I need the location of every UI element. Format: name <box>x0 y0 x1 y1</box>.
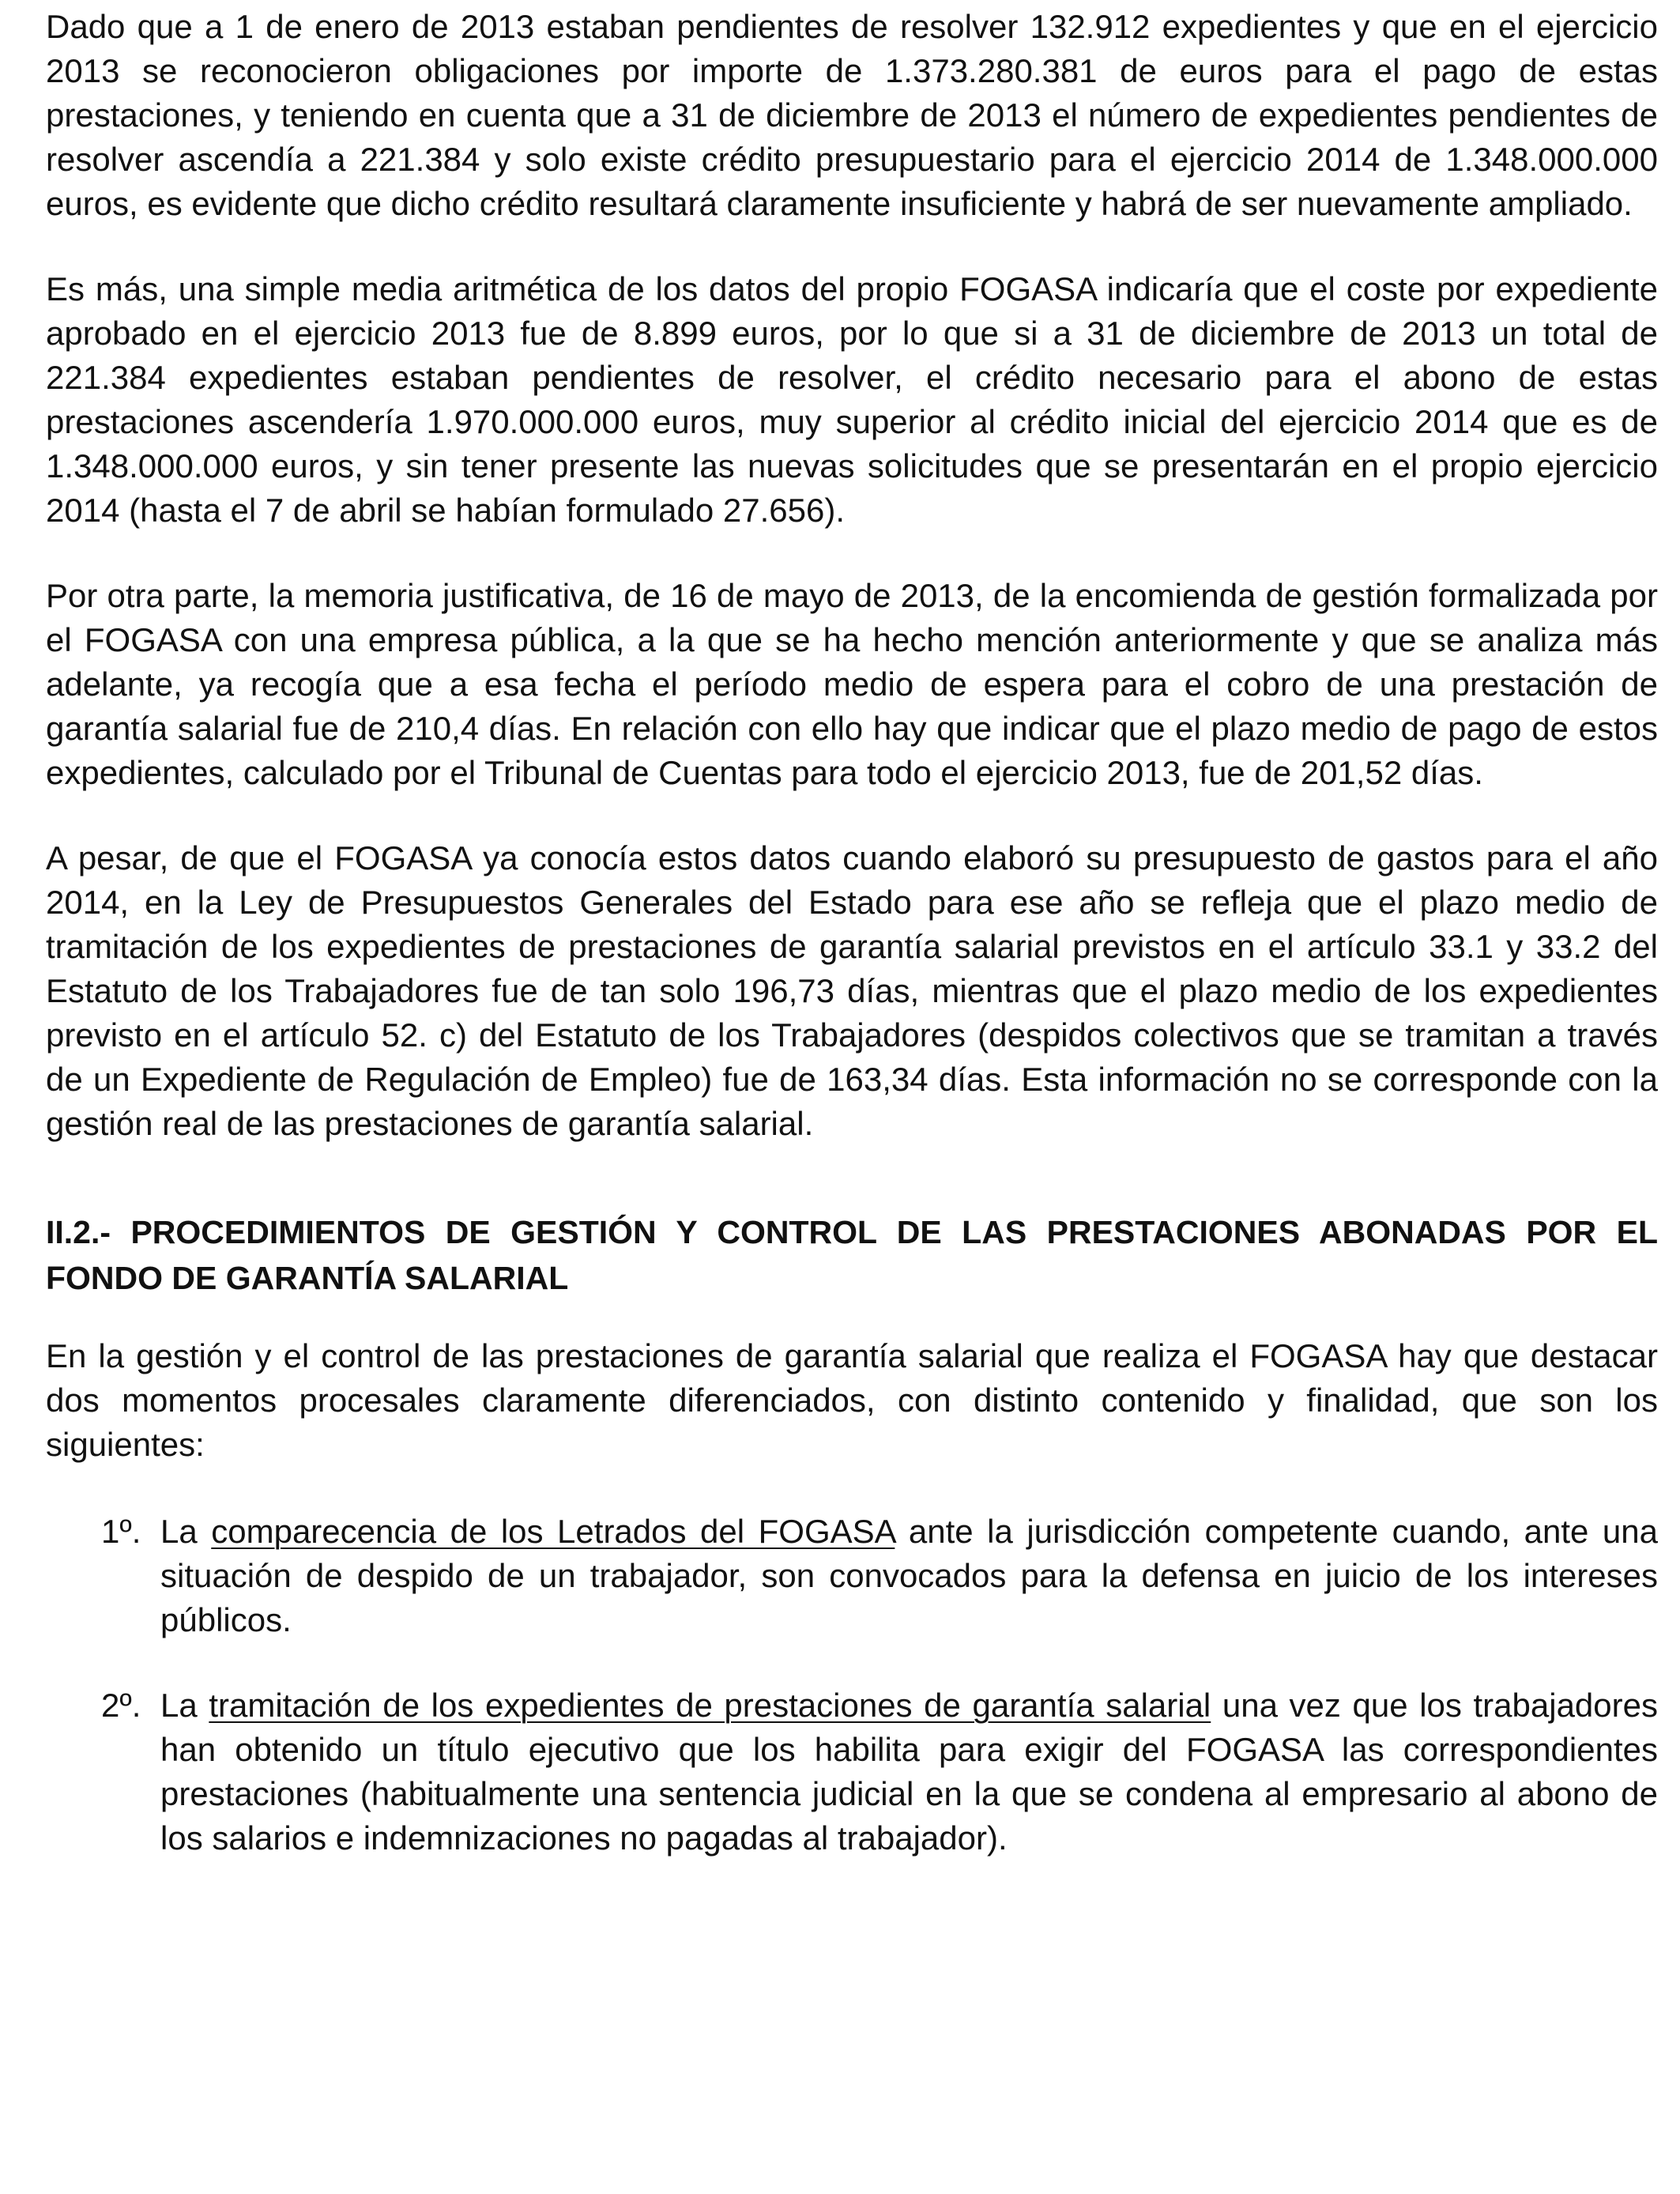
section-intro: En la gestión y el control de las prestaciones de garantía salarial que realiza el FOGASA hay que destacar dos momentos procesales claramente diferenciados, con distinto contenido y finalidad, que son los siguientes: <box>46 1337 1658 1463</box>
list-item <box>46 1683 1658 1860</box>
list-item-underlined: tramitación de los expedientes de prestaciones de garantía salarial <box>209 1687 1211 1724</box>
paragraph-budget-law: A pesar, de que el FOGASA ya conocía estos datos cuando elaboró su presupuesto de gastos para el año 2014, en la Ley de Presupuestos Generales del Estado para ese año se refleja que el plazo medio de tramitación de los expedientes de prestaciones de garantía salarial previstos en el artículo 33.1 y 33.2 del Estatuto de los Trabajadores fue de tan solo 196,73 días, mientras que el plazo medio de los expedientes previsto en el artículo 52. c) del Estatuto de los Trabajadores (despidos colectivos que se tramitan a través de un Expediente de Regulación de Empleo) fue de 163,34 días. Esta información no se corresponde con la gestión real de las prestaciones de garantía salarial. <box>46 839 1658 1142</box>
list-item-text: ante la jurisdicción competente cuando, ante una situación de despido de un trabajador, son convocados para la defensa en juicio de los intereses públicos. <box>160 1513 1658 1638</box>
list-item-underlined: comparecencia de los Letrados del FOGASA <box>211 1513 895 1550</box>
list-marker: 1º. <box>101 1513 141 1550</box>
paragraph-waiting-period: Por otra parte, la memoria justificativa, de 16 de mayo de 2013, de la encomienda de gestión formalizada por el FOGASA con una empresa pública, a la que se ha hecho mención anteriormente y que se analiza más adelante, ya recogía que a esa fecha el período medio de espera para el cobro de una prestación de garantía salarial fue de 210,4 días. En relación con ello hay que indicar que el plazo medio de pago de estos expedientes, calculado por el Tribunal de Cuentas para todo el ejercicio 2013, fue de 201,52 días. <box>46 577 1658 791</box>
list-item-prefix: La <box>160 1687 209 1724</box>
list-item <box>46 1510 1658 1642</box>
document-page <box>46 5 1658 1902</box>
procedure-list <box>46 1510 1658 1860</box>
list-marker: 2º. <box>101 1687 141 1724</box>
paragraph-average-cost: Es más, una simple media aritmética de los datos del propio FOGASA indicaría que el coste por expediente aprobado en el ejercicio 2013 fue de 8.899 euros, por lo que si a 31 de diciembre de 2013 un total de 221.384 expedientes estaban pendientes de resolver, el crédito necesario para el abono de estas prestaciones ascendería 1.970.000.000 euros, muy superior al crédito inicial del ejercicio 2014 que es de 1.348.000.000 euros, y sin tener presente las nuevas solicitudes que se presentarán en el propio ejercicio 2014 (hasta el 7 de abril se habían formulado 27.656). <box>46 270 1658 529</box>
list-item-prefix: La <box>160 1513 212 1550</box>
list-item-text: una vez que los trabajadores han obtenido un título ejecutivo que los habilita para exigir del FOGASA las correspondientes prestaciones (habitualmente una sentencia judicial en la que se condena al empresario al abono de los salarios e indemnizaciones no pagadas al trabajador). <box>160 1687 1658 1857</box>
paragraph-credit-insufficiency: Dado que a 1 de enero de 2013 estaban pendientes de resolver 132.912 expedientes y que en el ejercicio 2013 se reconocieron obligaciones por importe de 1.373.280.381 de euros para el pago de estas prestaciones, y teniendo en cuenta que a 31 de diciembre de 2013 el número de expedientes pendientes de resolver ascendía a 221.384 y solo existe crédito presupuestario para el ejercicio 2014 de 1.348.000.000 euros, es evidente que dicho crédito resultará claramente insuficiente y habrá de ser nuevamente ampliado. <box>46 8 1658 222</box>
section-heading: II.2.- PROCEDIMIENTOS DE GESTIÓN Y CONTROL DE LAS PRESTACIONES ABONADAS POR EL FONDO DE GARANTÍA SALARIAL <box>46 1214 1658 1296</box>
